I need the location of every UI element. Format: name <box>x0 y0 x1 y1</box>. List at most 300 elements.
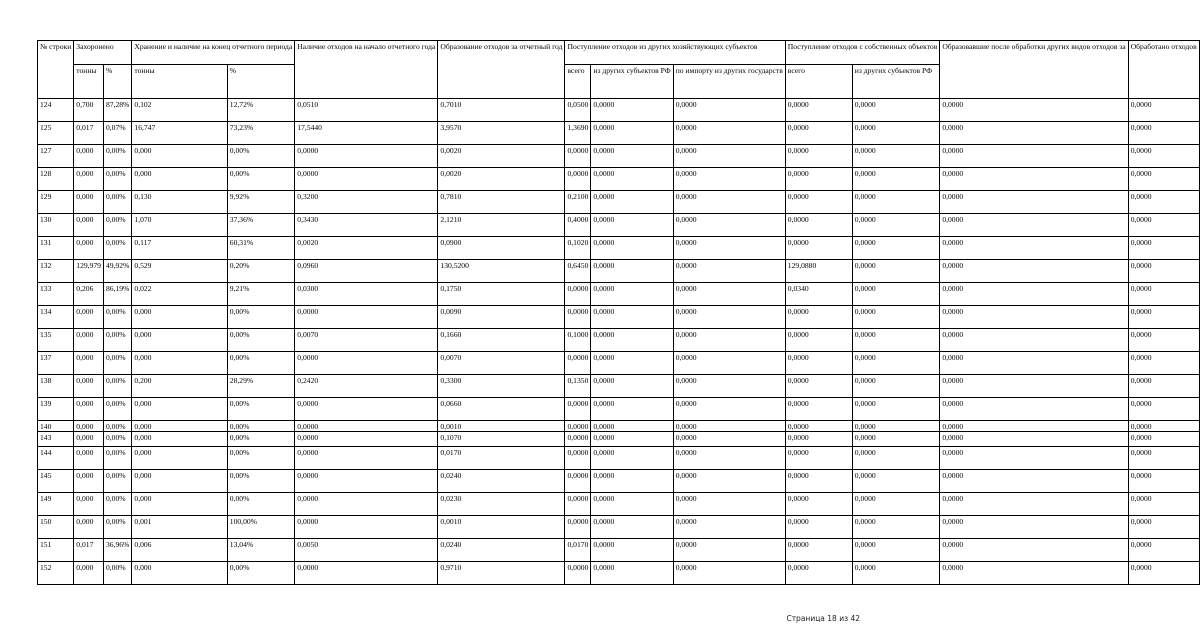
table-cell: 0,0240 <box>438 539 565 562</box>
table-cell: 0,00% <box>103 421 131 432</box>
table-cell: 0,700 <box>74 99 104 122</box>
table-row <box>38 283 1200 306</box>
table-cell: 0,000 <box>74 562 104 585</box>
table-cell: 0,0000 <box>785 562 852 585</box>
table-cell: 0,0000 <box>591 168 673 191</box>
header-formed-after: Образовавшие после обработки других видов отходов за <box>940 41 1128 99</box>
table-cell: 0,0000 <box>785 306 852 329</box>
table-cell: 0,0660 <box>438 398 565 421</box>
table-cell: 0,0000 <box>1128 562 1199 585</box>
table-row <box>38 375 1200 398</box>
table-row <box>38 562 1200 585</box>
table-cell: 0,00% <box>227 493 295 516</box>
row-number: 151 <box>38 539 74 562</box>
table-cell: 0,0070 <box>295 329 438 352</box>
table-cell: 0,0000 <box>785 145 852 168</box>
table-cell: 0,0000 <box>852 493 940 516</box>
table-cell: 0,0900 <box>438 237 565 260</box>
table-cell: 0,0510 <box>295 99 438 122</box>
table-cell: 0,00% <box>227 562 295 585</box>
table-cell: 60,31% <box>227 237 295 260</box>
table-cell: 0,0340 <box>785 283 852 306</box>
table-cell: 0,00% <box>103 168 131 191</box>
table-cell: 0,0960 <box>295 260 438 283</box>
header-received-subjects: Поступление отходов из других хозяйствующих субъектов <box>565 41 785 65</box>
table-cell: 0,0000 <box>785 447 852 470</box>
table-cell: 0,3300 <box>438 375 565 398</box>
table-cell: 0,0000 <box>852 329 940 352</box>
table-cell: 0,0000 <box>295 168 438 191</box>
table-cell: 9,92% <box>227 191 295 214</box>
table-cell: 0,206 <box>74 283 104 306</box>
table-cell: 0,0020 <box>295 237 438 260</box>
table-cell: 0,0000 <box>673 447 785 470</box>
header-received-total: всего <box>565 65 591 99</box>
table-cell: 0,1750 <box>438 283 565 306</box>
table-cell: 0,0500 <box>565 99 591 122</box>
table-cell: 0,0000 <box>295 562 438 585</box>
table-cell: 0,000 <box>74 470 104 493</box>
table-cell: 0,000 <box>74 168 104 191</box>
row-number: 139 <box>38 398 74 421</box>
table-cell: 0,1000 <box>565 329 591 352</box>
table-cell: 129,979 <box>74 260 104 283</box>
table-cell: 0,200 <box>132 375 227 398</box>
table-cell: 0,000 <box>132 168 227 191</box>
table-cell: 0,00% <box>103 352 131 375</box>
table-row <box>38 539 1200 562</box>
table-cell: 0,00% <box>227 306 295 329</box>
table-cell: 0,00% <box>103 145 131 168</box>
table-cell: 0,000 <box>132 398 227 421</box>
table-cell: 0,0000 <box>785 421 852 432</box>
table-cell: 0,0240 <box>438 470 565 493</box>
table-cell: 0,0000 <box>673 470 785 493</box>
table-cell: 0,0000 <box>940 329 1128 352</box>
table-cell: 0,0000 <box>785 516 852 539</box>
table-cell: 0,00% <box>103 306 131 329</box>
table-cell: 0,0000 <box>295 516 438 539</box>
table-row <box>38 421 1200 432</box>
table-cell: 0,0000 <box>785 99 852 122</box>
table-cell: 0,0000 <box>591 470 673 493</box>
table-cell: 0,0000 <box>565 283 591 306</box>
table-cell: 0,0000 <box>852 99 940 122</box>
table-cell: 0,07% <box>103 122 131 145</box>
table-cell: 0,0170 <box>565 539 591 562</box>
table-cell: 0,0000 <box>852 145 940 168</box>
table-body <box>38 99 1200 585</box>
table-cell: 0,0000 <box>852 306 940 329</box>
table-cell: 0,000 <box>132 447 227 470</box>
table-cell: 0,1020 <box>565 237 591 260</box>
table-cell: 0,00% <box>103 562 131 585</box>
table-cell: 129,0880 <box>785 260 852 283</box>
table-cell: 87,28% <box>103 99 131 122</box>
table-cell: 0,0000 <box>565 398 591 421</box>
table-cell: 86,19% <box>103 283 131 306</box>
table-cell: 0,0000 <box>591 260 673 283</box>
table-cell: 0,00% <box>103 447 131 470</box>
table-cell: 0,117 <box>132 237 227 260</box>
table-cell: 0,0000 <box>591 432 673 447</box>
table-row <box>38 329 1200 352</box>
table-cell: 0,0000 <box>673 329 785 352</box>
table-cell: 0,0000 <box>295 432 438 447</box>
table-cell: 0,0000 <box>852 375 940 398</box>
table-cell: 0,00% <box>103 375 131 398</box>
table-cell: 0,102 <box>132 99 227 122</box>
table-cell: 0,0000 <box>940 432 1128 447</box>
table-cell: 0,0000 <box>591 306 673 329</box>
table-cell: 0,006 <box>132 539 227 562</box>
table-row <box>38 306 1200 329</box>
table-cell: 0,0000 <box>1128 352 1199 375</box>
table-cell: 0,0000 <box>591 398 673 421</box>
table-cell: 73,23% <box>227 122 295 145</box>
row-number: 124 <box>38 99 74 122</box>
table-cell: 0,00% <box>103 470 131 493</box>
table-cell: 49,92% <box>103 260 131 283</box>
table-cell: 0,0000 <box>1128 421 1199 432</box>
table-cell: 0,0000 <box>565 306 591 329</box>
table-cell: 0,0000 <box>1128 329 1199 352</box>
table-cell: 0,00% <box>103 432 131 447</box>
table-cell: 0,000 <box>132 421 227 432</box>
table-cell: 0,000 <box>132 145 227 168</box>
table-cell: 0,0000 <box>785 214 852 237</box>
table-cell: 0,0000 <box>852 352 940 375</box>
table-row <box>38 516 1200 539</box>
table-cell: 0,0000 <box>673 516 785 539</box>
table-cell: 0,3200 <box>295 191 438 214</box>
table-cell: 0,0000 <box>1128 260 1199 283</box>
table-cell: 0,0000 <box>295 493 438 516</box>
table-cell: 0,0000 <box>673 375 785 398</box>
table-cell: 130,5200 <box>438 260 565 283</box>
row-number: 130 <box>38 214 74 237</box>
table-cell: 0,000 <box>74 516 104 539</box>
table-cell: 0,000 <box>74 214 104 237</box>
table-cell: 0,2100 <box>565 191 591 214</box>
row-number: 125 <box>38 122 74 145</box>
table-cell: 0,0000 <box>852 562 940 585</box>
table-cell: 0,0000 <box>591 237 673 260</box>
table-cell: 0,000 <box>74 421 104 432</box>
table-cell: 0,0000 <box>852 214 940 237</box>
table-cell: 0,0000 <box>940 99 1128 122</box>
row-number: 149 <box>38 493 74 516</box>
table-row <box>38 191 1200 214</box>
table-cell: 0,000 <box>74 398 104 421</box>
table-cell: 0,0000 <box>1128 432 1199 447</box>
table-cell: 0,130 <box>132 191 227 214</box>
table-cell: 0,0000 <box>1128 375 1199 398</box>
table-cell: 0,00% <box>227 145 295 168</box>
table-cell: 0,0000 <box>785 168 852 191</box>
table-cell: 0,0000 <box>940 237 1128 260</box>
table-cell: 0,000 <box>74 493 104 516</box>
table-cell: 0,00% <box>103 214 131 237</box>
table-cell: 0,0000 <box>591 191 673 214</box>
row-number: 128 <box>38 168 74 191</box>
table-cell: 0,000 <box>132 306 227 329</box>
table-cell: 0,0000 <box>940 260 1128 283</box>
table-cell: 0,0000 <box>565 432 591 447</box>
table-row <box>38 214 1200 237</box>
table-row <box>38 493 1200 516</box>
row-number: 152 <box>38 562 74 585</box>
table-row <box>38 352 1200 375</box>
header-buried: Захоронено <box>74 41 132 65</box>
table-cell: 0,2420 <box>295 375 438 398</box>
table-cell: 17,5440 <box>295 122 438 145</box>
table-cell: 3,9570 <box>438 122 565 145</box>
table-cell: 0,4000 <box>565 214 591 237</box>
row-number: 129 <box>38 191 74 214</box>
table-cell: 0,0000 <box>673 283 785 306</box>
table-cell: 0,0010 <box>438 516 565 539</box>
table-cell: 0,0000 <box>1128 237 1199 260</box>
header-own-rf: из других субъектов РФ <box>852 65 940 99</box>
header-storage: Хранение и наличие на конец отчетного периода <box>132 41 295 65</box>
table-cell: 0,0000 <box>940 421 1128 432</box>
table-cell: 100,00% <box>227 516 295 539</box>
table-cell: 0,00% <box>227 447 295 470</box>
row-number: 135 <box>38 329 74 352</box>
table-cell: 0,022 <box>132 283 227 306</box>
row-number: 137 <box>38 352 74 375</box>
table-cell: 0,0000 <box>785 539 852 562</box>
table-cell: 0,9710 <box>438 562 565 585</box>
table-cell: 0,0000 <box>1128 99 1199 122</box>
table-cell: 0,0050 <box>295 539 438 562</box>
table-cell: 0,0000 <box>295 306 438 329</box>
table-cell: 0,000 <box>74 306 104 329</box>
table-cell: 0,0000 <box>565 493 591 516</box>
header-formed: Образование отходов за отчетный год <box>438 41 565 99</box>
table-cell: 0,0000 <box>785 191 852 214</box>
table-cell: 0,000 <box>74 432 104 447</box>
row-number: 131 <box>38 237 74 260</box>
table-cell: 0,0000 <box>852 447 940 470</box>
table-cell: 0,0000 <box>940 122 1128 145</box>
table-cell: 0,0000 <box>673 562 785 585</box>
table-cell: 0,0000 <box>852 191 940 214</box>
table-cell: 0,0000 <box>673 421 785 432</box>
table-cell: 0,0000 <box>673 352 785 375</box>
table-cell: 0,0000 <box>591 352 673 375</box>
table-cell: 0,0000 <box>852 539 940 562</box>
table-cell: 0,0000 <box>940 562 1128 585</box>
table-cell: 0,0000 <box>673 122 785 145</box>
table-cell: 0,000 <box>74 237 104 260</box>
table-cell: 0,0000 <box>852 122 940 145</box>
table-cell: 0,0000 <box>565 145 591 168</box>
table-cell: 0,00% <box>227 168 295 191</box>
table-cell: 0,017 <box>74 122 104 145</box>
table-cell: 0,0000 <box>1128 168 1199 191</box>
row-number: 150 <box>38 516 74 539</box>
row-number: 134 <box>38 306 74 329</box>
table-cell: 0,0000 <box>1128 493 1199 516</box>
row-number: 132 <box>38 260 74 283</box>
table-cell: 0,017 <box>74 539 104 562</box>
table-cell: 0,0000 <box>940 168 1128 191</box>
table-cell: 0,0000 <box>785 375 852 398</box>
table-cell: 0,00% <box>227 352 295 375</box>
table-cell: 0,0000 <box>565 516 591 539</box>
table-cell: 0,0000 <box>940 306 1128 329</box>
table-cell: 0,0000 <box>852 470 940 493</box>
header-received-import: по импорту из других государств <box>673 65 785 99</box>
table-cell: 0,0020 <box>438 168 565 191</box>
table-cell: 0,0000 <box>785 432 852 447</box>
page-number: Страница 18 из 42 <box>786 614 860 623</box>
table-cell: 0,0000 <box>591 283 673 306</box>
table-cell: 28,29% <box>227 375 295 398</box>
header-received-own: Поступление отходов с собственных объектов <box>785 41 940 65</box>
row-number: 140 <box>38 421 74 432</box>
table-cell: 0,0000 <box>591 516 673 539</box>
table-cell: 0,00% <box>103 191 131 214</box>
table-cell: 1,070 <box>132 214 227 237</box>
table-cell: 0,0000 <box>785 352 852 375</box>
table-cell: 0,0000 <box>940 516 1128 539</box>
row-number: 133 <box>38 283 74 306</box>
table-cell: 0,0000 <box>940 375 1128 398</box>
table-cell: 0,000 <box>132 329 227 352</box>
table-cell: 0,0000 <box>673 99 785 122</box>
table-cell: 0,0000 <box>1128 398 1199 421</box>
table-cell: 0,0000 <box>785 329 852 352</box>
row-number: 144 <box>38 447 74 470</box>
table-cell: 0,000 <box>132 352 227 375</box>
table-cell: 0,0000 <box>1128 470 1199 493</box>
table-cell: 0,0000 <box>295 447 438 470</box>
header-row-no: № строки <box>38 41 74 99</box>
table-cell: 0,001 <box>132 516 227 539</box>
table-cell: 0,0000 <box>1128 214 1199 237</box>
table-cell: 0,000 <box>132 470 227 493</box>
table-cell: 0,7810 <box>438 191 565 214</box>
table-cell: 0,0000 <box>852 283 940 306</box>
table-cell: 36,96% <box>103 539 131 562</box>
table-cell: 0,0000 <box>1128 306 1199 329</box>
table-cell: 12,72% <box>227 99 295 122</box>
table-cell: 0,0000 <box>673 306 785 329</box>
header-storage-pct: % <box>227 65 295 99</box>
table-row <box>38 99 1200 122</box>
table-cell: 0,00% <box>103 329 131 352</box>
row-number: 145 <box>38 470 74 493</box>
table-cell: 0,00% <box>103 516 131 539</box>
table-cell: 0,0000 <box>852 421 940 432</box>
table-cell: 0,0000 <box>591 122 673 145</box>
table-cell: 0,0000 <box>673 214 785 237</box>
table-cell: 0,1070 <box>438 432 565 447</box>
table-cell: 0,0000 <box>565 447 591 470</box>
table-cell: 0,0000 <box>295 421 438 432</box>
table-cell: 0,0000 <box>673 539 785 562</box>
table-cell: 0,0000 <box>673 237 785 260</box>
table-cell: 0,0000 <box>295 145 438 168</box>
table-cell: 0,0000 <box>565 352 591 375</box>
table-cell: 0,0000 <box>940 214 1128 237</box>
table-cell: 0,0000 <box>673 191 785 214</box>
header-own-total: всего <box>785 65 852 99</box>
table-cell: 0,00% <box>227 432 295 447</box>
table-cell: 0,0000 <box>565 421 591 432</box>
table-cell: 0,0000 <box>940 398 1128 421</box>
table-cell: 0,0000 <box>565 562 591 585</box>
header-processed: Обработано отходов <box>1128 41 1199 99</box>
table-cell: 0,00% <box>227 470 295 493</box>
table-cell: 0,0000 <box>785 122 852 145</box>
table-cell: 0,000 <box>74 352 104 375</box>
table-cell: 0,000 <box>74 329 104 352</box>
table-cell: 0,0000 <box>852 516 940 539</box>
table-row <box>38 470 1200 493</box>
header-buried-pct: % <box>103 65 131 99</box>
table-cell: 0,000 <box>74 447 104 470</box>
table-cell: 0,1350 <box>565 375 591 398</box>
header-row-1 <box>38 41 1200 65</box>
table-cell: 0,0000 <box>785 237 852 260</box>
table-cell: 0,529 <box>132 260 227 283</box>
table-cell: 0,0000 <box>591 539 673 562</box>
table-cell: 0,000 <box>132 493 227 516</box>
table-cell: 0,0000 <box>673 432 785 447</box>
table-cell: 0,0010 <box>438 421 565 432</box>
table-cell: 0,0000 <box>673 398 785 421</box>
table-cell: 0,0000 <box>1128 447 1199 470</box>
table-cell: 0,0170 <box>438 447 565 470</box>
header-buried-tons: тонны <box>74 65 104 99</box>
table-cell: 0,0000 <box>852 237 940 260</box>
table-cell: 0,0000 <box>591 447 673 470</box>
table-cell: 0,0230 <box>438 493 565 516</box>
table-cell: 0,0000 <box>591 329 673 352</box>
table-cell: 0,0000 <box>940 470 1128 493</box>
table-row <box>38 447 1200 470</box>
table-cell: 0,00% <box>103 398 131 421</box>
table-cell: 0,20% <box>227 260 295 283</box>
table-cell: 0,0000 <box>940 352 1128 375</box>
table-row <box>38 237 1200 260</box>
table-cell: 0,0000 <box>673 145 785 168</box>
table-cell: 0,0020 <box>438 145 565 168</box>
table-cell: 0,0000 <box>940 283 1128 306</box>
table-cell: 37,36% <box>227 214 295 237</box>
table-cell: 0,0000 <box>673 168 785 191</box>
row-number: 143 <box>38 432 74 447</box>
table-cell: 0,0000 <box>1128 283 1199 306</box>
table-cell: 0,00% <box>227 398 295 421</box>
table-cell: 0,0000 <box>565 470 591 493</box>
table-cell: 0,0000 <box>673 493 785 516</box>
table-cell: 0,3430 <box>295 214 438 237</box>
table-cell: 0,7010 <box>438 99 565 122</box>
table-row <box>38 398 1200 421</box>
table-cell: 0,0000 <box>591 214 673 237</box>
table-cell: 0,0000 <box>295 398 438 421</box>
table-row <box>38 260 1200 283</box>
table-cell: 0,0000 <box>785 470 852 493</box>
table-cell: 0,0000 <box>852 168 940 191</box>
table-cell: 0,0000 <box>940 145 1128 168</box>
table-cell: 0,000 <box>132 562 227 585</box>
